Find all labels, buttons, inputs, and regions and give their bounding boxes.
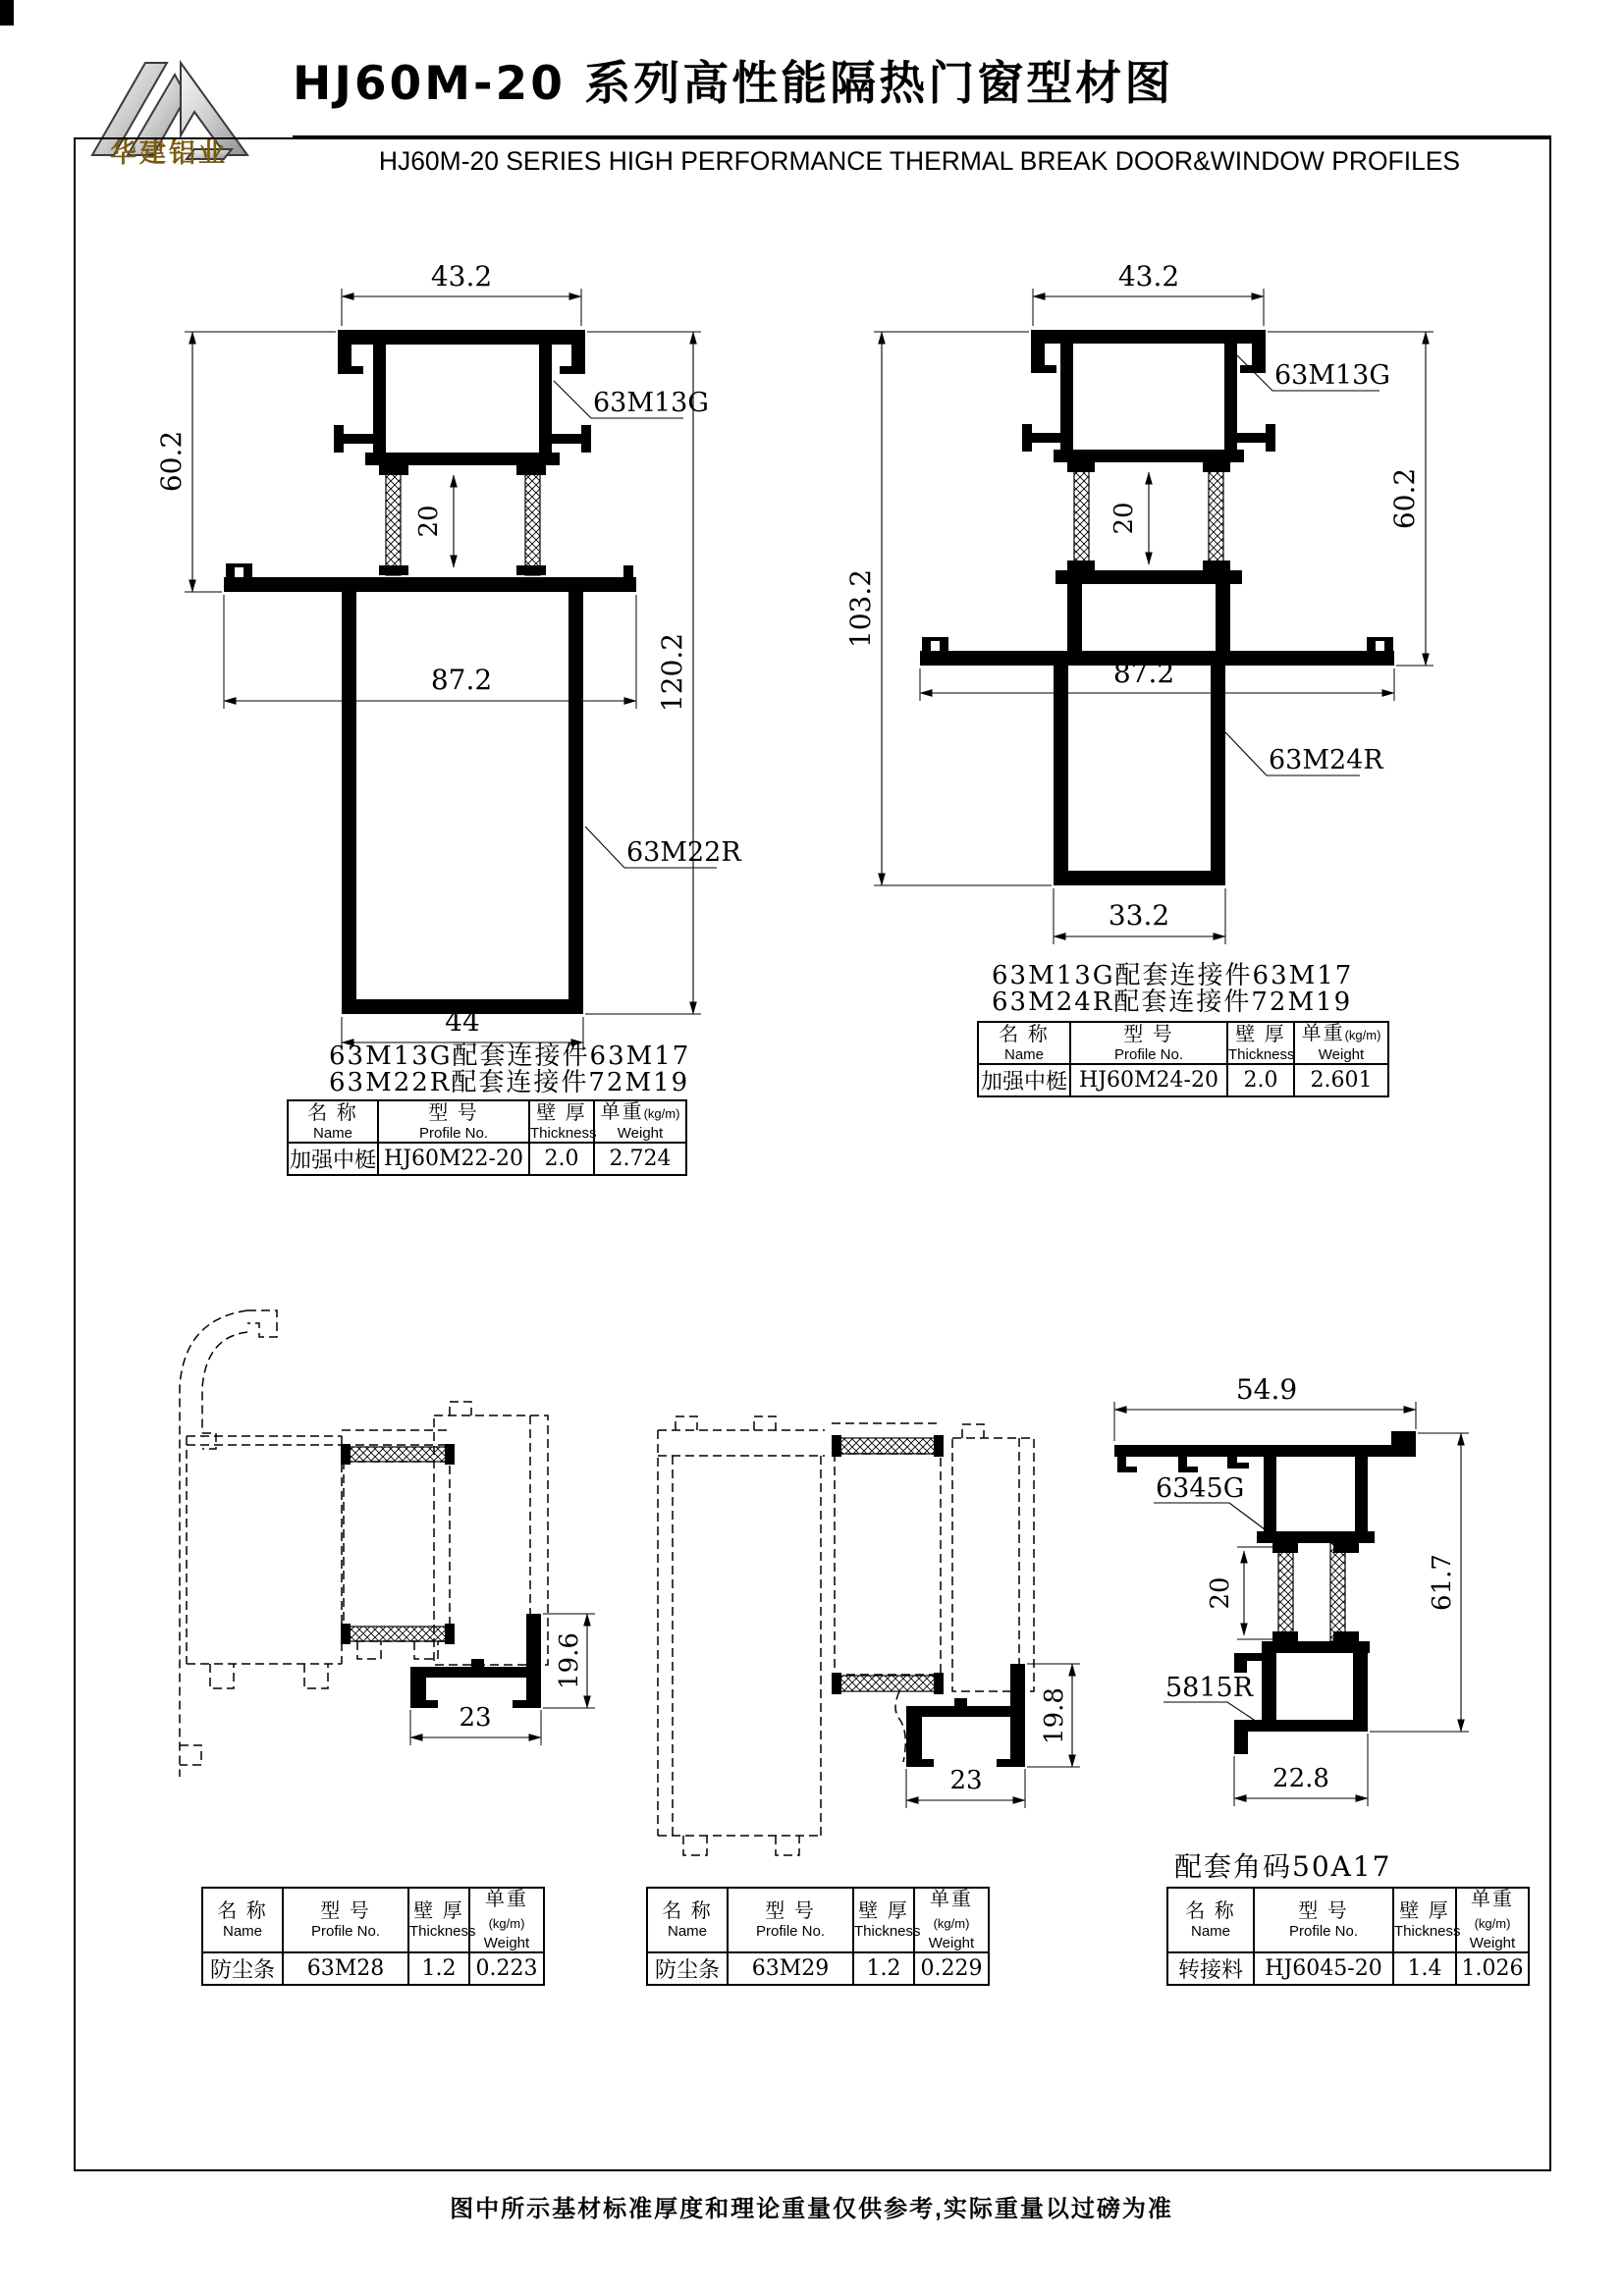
table-row <box>1167 1952 1529 1985</box>
note-line: 63M13G配套连接件63M17 <box>329 1041 691 1071</box>
table-row <box>288 1143 686 1175</box>
col-profile-no: 型 号 Profile No. <box>283 1888 408 1952</box>
cell-thickness: 1.4 <box>1393 1952 1456 1985</box>
label-upper-profile: 63M13G <box>593 388 709 418</box>
col-thickness: 壁 厚 Thickness <box>530 1101 597 1142</box>
assembly-drawing-bottom-left <box>147 1276 638 1767</box>
cell-profile-no: HJ60M24-20 <box>1070 1064 1227 1096</box>
dim-bottom-width: 22.8 <box>1272 1764 1329 1793</box>
thermal-break-strut <box>348 1447 448 1462</box>
table-header-row <box>202 1888 544 1952</box>
cell-name: 防尘条 <box>647 1952 728 1985</box>
dim-top-width: 43.2 <box>1117 260 1180 293</box>
col-profile-no: 型 号 Profile No. <box>728 1888 853 1952</box>
dim-strip-width: 23 <box>949 1766 983 1795</box>
dim-top-width: 43.2 <box>430 260 493 293</box>
profile-drawing-top-left <box>88 187 741 1070</box>
spec-table-bottom-left <box>201 1887 545 1986</box>
cell-profile-no: HJ60M22-20 <box>378 1143 529 1175</box>
table-header-row <box>978 1022 1388 1064</box>
col-name: 名 称 Name <box>647 1888 728 1952</box>
col-thickness: 壁 厚 Thickness <box>1228 1023 1295 1063</box>
table-header-row <box>288 1100 686 1143</box>
col-thickness: 壁 厚 Thickness <box>853 1888 914 1952</box>
thermal-break-strut <box>1278 1543 1293 1641</box>
profile-drawing-bottom-right <box>1080 1315 1551 1826</box>
connector-note-top-right <box>992 963 1353 1016</box>
col-profile-no: 型 号 Profile No. <box>378 1100 529 1143</box>
note-line: 63M22R配套连接件72M19 <box>329 1068 690 1097</box>
label-upper-profile: 63M13G <box>1274 360 1390 391</box>
col-name: 名 称 Name <box>1167 1888 1254 1952</box>
label-lower-profile: 63M24R <box>1269 745 1383 775</box>
cell-name: 加强中梃 <box>288 1143 378 1175</box>
cell-profile-no: 63M29 <box>728 1952 853 1985</box>
rubber-seal <box>895 1691 905 1762</box>
cell-profile-no: 63M28 <box>283 1952 408 1985</box>
col-weight: 单重(kg/m) Weight <box>594 1100 686 1143</box>
note-line: 63M13G配套连接件63M17 <box>992 961 1354 990</box>
label-lower-profile: 63M22R <box>626 837 741 868</box>
thermal-break-strut <box>839 1676 937 1691</box>
spec-table-top-right <box>977 1021 1389 1097</box>
note-line: 63M24R配套连接件72M19 <box>992 988 1353 1017</box>
cell-thickness: 1.2 <box>408 1952 469 1985</box>
dim-total-height: 120.2 <box>656 632 688 713</box>
dim-strip-width: 23 <box>459 1703 492 1733</box>
thermal-break-strut <box>1209 462 1223 570</box>
dim-bottom-width: 33.2 <box>1108 899 1170 932</box>
cell-thickness: 2.0 <box>529 1143 594 1175</box>
thermal-break-strut <box>1330 1543 1345 1641</box>
label-upper-profile: 6345G <box>1156 1473 1245 1504</box>
profile-drawing-top-right <box>844 187 1483 972</box>
cell-name: 转接料 <box>1167 1952 1254 1985</box>
cell-profile-no: HJ6045-20 <box>1254 1952 1393 1985</box>
thermal-break-strut <box>348 1627 448 1641</box>
dim-left-height: 103.2 <box>844 568 877 649</box>
dim-right-height: 61.7 <box>1428 1554 1457 1611</box>
dim-isolator-gap: 20 <box>1206 1576 1235 1610</box>
cell-weight: 0.223 <box>469 1952 544 1985</box>
cell-weight: 0.229 <box>914 1952 989 1985</box>
spec-table-bottom-right <box>1166 1887 1530 1986</box>
dim-isolator-gap: 20 <box>1109 502 1139 535</box>
sheet-title: HJ60M-20 系列高性能隔热门窗型材图 <box>293 57 1174 111</box>
table-header-row <box>647 1888 989 1952</box>
col-name: 名 称 Name <box>202 1888 283 1952</box>
col-weight: 单重(kg/m) Weight <box>1294 1022 1388 1064</box>
footer-disclaimer: 图中所示基材标准厚度和理论重量仅供参考,实际重量以过磅为准 <box>450 2196 1173 2222</box>
cell-name: 加强中梃 <box>978 1064 1070 1096</box>
dim-top-width: 54.9 <box>1235 1373 1298 1406</box>
col-weight: 单重(kg/m) Weight <box>914 1888 989 1952</box>
thermal-break-strut <box>525 465 540 575</box>
thermal-break-strut <box>1074 462 1089 570</box>
dim-right-height: 60.2 <box>1388 467 1421 530</box>
dim-left-height: 60.2 <box>155 430 188 493</box>
col-profile-no: 型 号 Profile No. <box>1254 1888 1393 1952</box>
col-profile-no: 型 号 Profile No. <box>1070 1022 1227 1064</box>
spec-table-top-left <box>287 1099 687 1176</box>
sheet-subtitle-en: HJ60M-20 SERIES HIGH PERFORMANCE THERMAL BREAK DOOR&WINDOW PROFILES <box>373 146 1466 177</box>
col-weight: 单重(kg/m) Weight <box>1456 1888 1529 1952</box>
spec-table-bottom-middle <box>646 1887 990 1986</box>
dim-strip-height: 19.6 <box>555 1632 584 1689</box>
corner-code-note: 配套角码50A17 <box>1174 1850 1392 1883</box>
title-underline <box>293 135 1551 139</box>
cell-thickness: 2.0 <box>1227 1064 1294 1096</box>
connector-note-top-left <box>329 1043 690 1096</box>
cell-weight: 2.724 <box>594 1143 686 1175</box>
cell-weight: 1.026 <box>1456 1952 1529 1985</box>
dim-flange-width: 87.2 <box>430 664 493 696</box>
thermal-break-strut <box>386 465 401 575</box>
col-thickness: 壁 厚 Thickness <box>408 1888 469 1952</box>
col-weight: 单重(kg/m) Weight <box>469 1888 544 1952</box>
label-lower-profile: 5815R <box>1165 1673 1254 1703</box>
dim-strip-height: 19.8 <box>1040 1687 1069 1744</box>
dim-flange-width: 87.2 <box>1112 657 1175 689</box>
company-name: 华建铝业 <box>110 138 228 168</box>
dim-bottom-width: 44 <box>445 1005 480 1038</box>
col-thickness: 壁 厚 Thickness <box>1393 1888 1456 1952</box>
thermal-break-strut <box>839 1438 937 1454</box>
cell-name: 防尘条 <box>202 1952 283 1985</box>
dim-isolator-gap: 20 <box>414 505 444 538</box>
table-row <box>978 1064 1388 1096</box>
col-name: 名 称 Name <box>288 1100 378 1143</box>
scan-corner-mark <box>0 0 14 26</box>
table-header-row <box>1167 1888 1529 1952</box>
table-row <box>647 1952 989 1985</box>
cell-weight: 2.601 <box>1294 1064 1388 1096</box>
col-name: 名 称 Name <box>978 1022 1070 1064</box>
cell-thickness: 1.2 <box>853 1952 914 1985</box>
assembly-drawing-bottom-middle <box>628 1364 1100 1826</box>
table-row <box>202 1952 544 1985</box>
